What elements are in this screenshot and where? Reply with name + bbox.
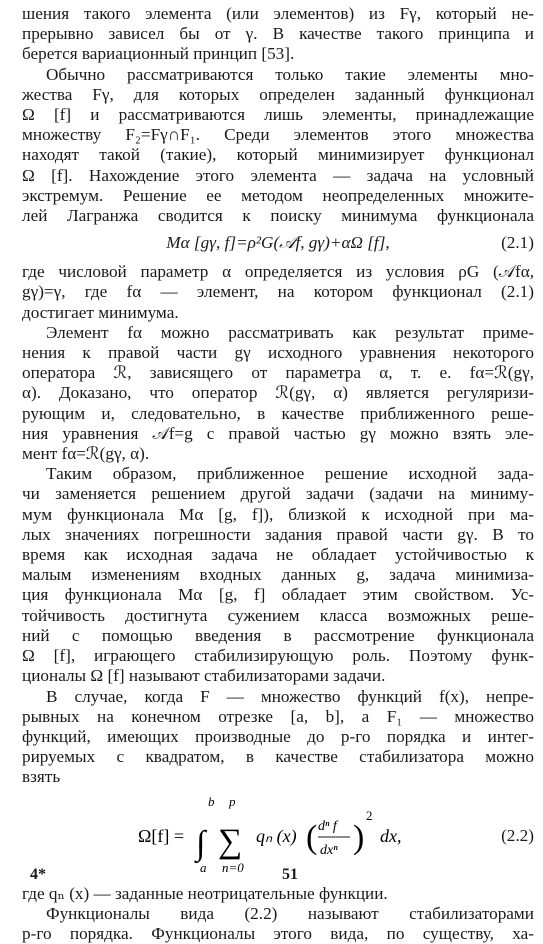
text-line: Ω [f] и рассматриваются лишь элементы, принадлежащие <box>22 105 534 125</box>
eq2-lower-int: a <box>200 859 207 875</box>
text-line: мум функционала Mα [g, f]), близкой к исходной при ма- <box>22 504 534 524</box>
equation-2-1-number: (2.1) <box>501 233 534 253</box>
text-line: α). Доказано, что оператор ℛ(gγ, α) является регуляризи- <box>22 383 534 403</box>
text-line: тойчивость достигнута сужением класса возможных реше- <box>22 605 534 625</box>
eq2-frac-num: dⁿ f <box>318 818 337 834</box>
eq2-tail: dx, <box>380 825 402 846</box>
text-line: лей Лагранжа сводится к поиску минимума функционала <box>22 206 534 226</box>
text-line: находят такой (такие), который минимизирует функционал <box>22 145 534 165</box>
text-line: Обычно рассматриваются только такие элементы мно- <box>46 64 534 84</box>
eq2-body: qₙ (x) <box>256 825 297 846</box>
text-line: gγ)=γ, где fα — элемент, на котором функционал (2.1) <box>22 282 534 302</box>
text-line: В случае, когда F — множество функций f(x), непре- <box>46 686 534 706</box>
text-line: где qₙ (x) — заданные неотрицательные функции. <box>22 883 388 903</box>
text-line: функций, имеющих производные до p-го порядка и интег- <box>22 726 534 746</box>
text-line: достигает минимума. <box>22 302 179 322</box>
integral-sign: ∫ <box>196 824 206 862</box>
eq2-lhs: Ω[f] = <box>138 825 185 846</box>
text-line: ния уравнения 𝒜f=g с правой частью gγ можно взять эле- <box>22 423 534 443</box>
text-line: p-го порядка. Функционалы этого вида, по существу, ха- <box>22 923 534 943</box>
equation-2-2-number: (2.2) <box>501 825 534 845</box>
eq2-upper-sum: p <box>229 793 236 809</box>
text-line: оператора ℛ, зависящего от параметра α, т. е. fα=ℛ(gγ, <box>22 363 534 383</box>
text-line: Ω [f], играющего стабилизирующую роль. Поэтому функ- <box>22 646 534 666</box>
text-line: Ω [f]. Нахождение этого элемента — задача на условный <box>22 165 534 185</box>
eq2-frac-den: dxⁿ <box>320 842 338 858</box>
text-line: нения к правой части gγ исходного уравнения некоторого <box>22 343 534 363</box>
left-paren: ( <box>306 818 318 856</box>
equation-2-2-formula <box>128 788 428 884</box>
text-line: рывных на конечном отрезке [a, b], а F₁ — множество <box>22 706 534 726</box>
text-line: прерывно зависел бы от γ. В качестве такого принципа и <box>22 24 534 44</box>
text-line: рируемых с квадратом, в качестве стабилизатора можно <box>22 747 534 767</box>
text-line: Элемент fα можно рассматривать как результат приме- <box>46 322 534 342</box>
eq2-lower-sum: n=0 <box>222 859 244 875</box>
text-line: шения такого элемента (или элементов) из Fγ, который не- <box>22 4 534 23</box>
text-line: рующим и, следовательно, в качестве приближенного реше- <box>22 403 534 423</box>
text-line: где числовой параметр α определяется из условия ρG (𝒜fα, <box>22 262 534 282</box>
signature-mark: 4* <box>30 866 46 883</box>
page-body <box>22 4 534 944</box>
paragraph-block-2 <box>22 262 534 787</box>
text-line: время как исходная задача не обладает устойчивостью к <box>22 545 534 565</box>
text-line: жества Fγ, для которых определен заданный функционал <box>22 84 534 104</box>
equation-2-2 <box>22 788 534 884</box>
sum-sign: ∑ <box>218 822 243 860</box>
text-line: экстремум. Решение ее методом неопределенных множите- <box>22 185 534 205</box>
text-line: лых значениях погрешности задания правой части gγ. В то <box>22 524 534 544</box>
text-line: малым изменениям входных данных g, задача минимиза- <box>22 565 534 585</box>
text-line: взять <box>22 767 61 787</box>
text-line: Функционалы вида (2.2) называют стабилизаторами <box>46 903 534 923</box>
text-line: чи заменяется решением другой задачи (задачи на миниму- <box>22 484 534 504</box>
right-paren: ) <box>353 818 365 856</box>
equation-2-1 <box>22 228 534 258</box>
text-line: ционалы Ω [f] называют стабилизаторами задачи. <box>22 666 386 686</box>
text-line: ция функционала Mα [g, f] обладает этим свойством. Ус- <box>22 585 534 605</box>
equation-2-1-body: Mα [gγ, f]=ρ²G(𝒜f, gγ)+αΩ [f], <box>166 233 390 253</box>
paragraph-block-1 <box>22 4 534 226</box>
text-line: множеству F₂=Fγ∩F₁. Среди элементов этого множества <box>22 125 534 145</box>
text-line: ний с помощью введения в рассмотрение функционала <box>22 625 534 645</box>
eq2-upper-int: b <box>208 793 215 809</box>
eq2-power: 2 <box>366 807 373 823</box>
text-line: Таким образом, приближенное решение исходной зада- <box>46 464 534 484</box>
text-line: берется вариационный принцип [53]. <box>22 44 295 64</box>
paragraph-block-3 <box>22 884 534 944</box>
text-line: мент fα=ℛ(gγ, α). <box>22 444 150 464</box>
page-number: 51 <box>282 866 298 883</box>
